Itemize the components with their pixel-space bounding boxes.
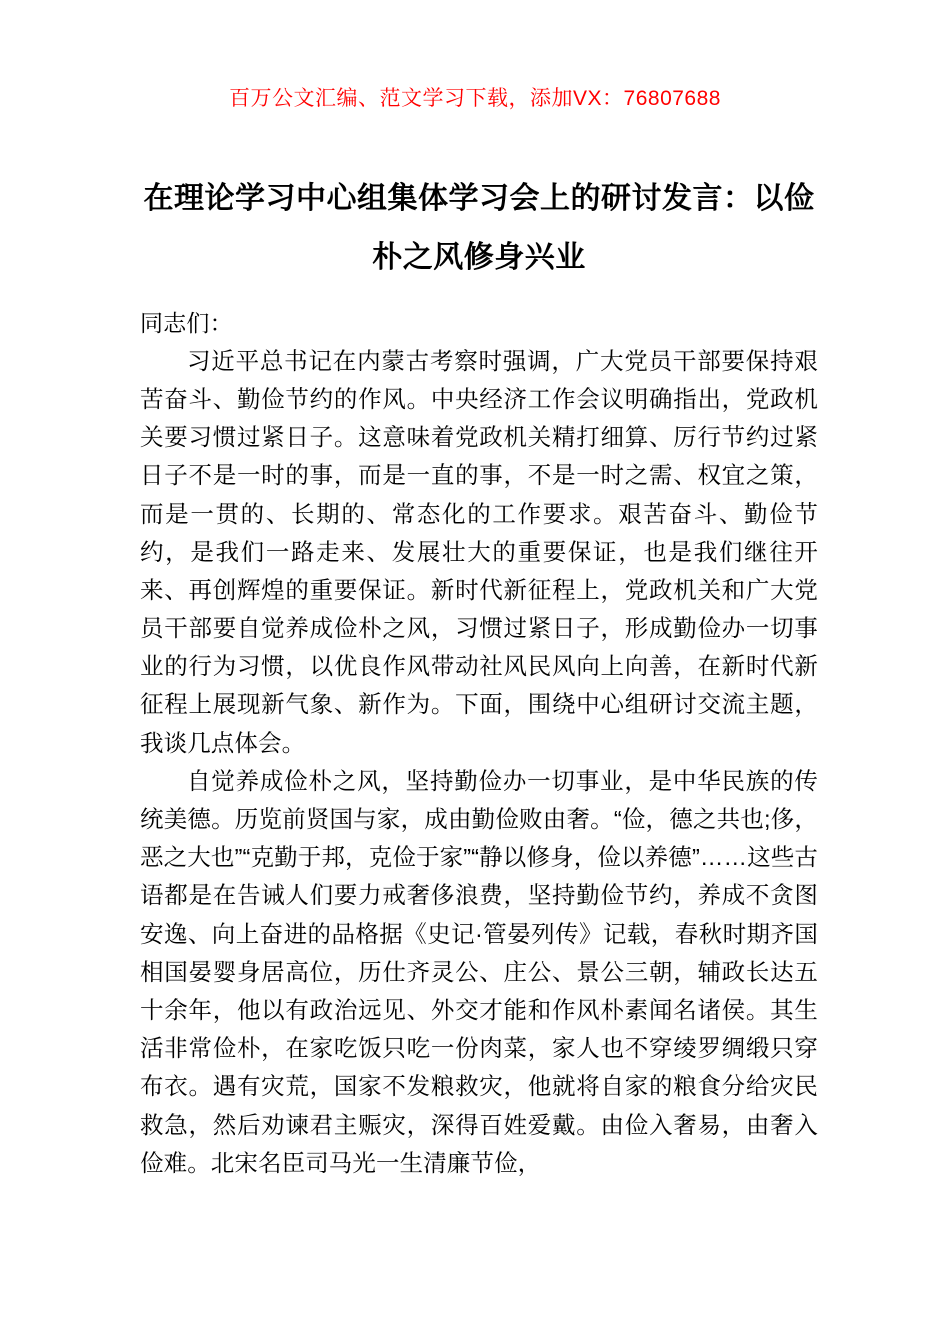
paragraph-1: 习近平总书记在内蒙古考察时强调，广大党员干部要保持艰苦奋斗、勤俭节约的作风。中央经济工作会议明确指出，党政机关要习惯过紧日子。这意味着党政机关精打细算、厉行节约过紧日子不是一时的事，而是一直的事，不是一时之需、权宜之策，而是一贯的、长期的、常态化的工作要求。艰苦奋斗、勤俭节约，是我们一路走来、发展壮大的重要保证，也是我们继往开来、再创辉煌的重要保证。新时代新征程上，党政机关和广大党员干部要自觉养成俭朴之风，习惯过紧日子，形成勤俭办一切事业的行为习惯，以优良作风带动社风民风向上向善，在新时代新征程上展现新气象、新作为。下面，围绕中心组研讨交流主题，我谈几点体会。	[140, 347, 818, 756]
watermark-text: 百万公文汇编、范文学习下载，添加VX：76807688	[229, 87, 721, 110]
page-title: 在理论学习中心组集体学习会上的研讨发言：以俭朴之风修身兴业	[143, 182, 815, 274]
salutation: 同志们：	[140, 310, 233, 336]
paragraph-2: 自觉养成俭朴之风，坚持勤俭办一切事业，是中华民族的传统美德。历览前贤国与家，成由勤俭败由奢。“俭，德之共也;侈，恶之大也”“克勤于邦，克俭于家”“静以修身，俭以养德”……这些古语都是在告诫人们要力戒奢侈浪费，坚持勤俭节约，养成不贪图安逸、向上奋进的品格据《史记·管晏列传》记载，春秋时期齐国相国晏婴身居高位，历仕齐灵公、庄公、景公三朝，辅政长达五十余年，他以有政治远见、外交才能和作风朴素闻名诸侯。其生活非常俭朴，在家吃饭只吃一份肉菜，家人也不穿绫罗绸缎只穿布衣。遇有灾荒，国家不发粮救灾，他就将自家的粮食分给灾民救急，然后劝谏君主赈灾，深得百姓爱戴。由俭入奢易，由奢入俭难。北宋名臣司马光一生清廉节俭，	[140, 767, 818, 1176]
document-body	[140, 170, 818, 1182]
